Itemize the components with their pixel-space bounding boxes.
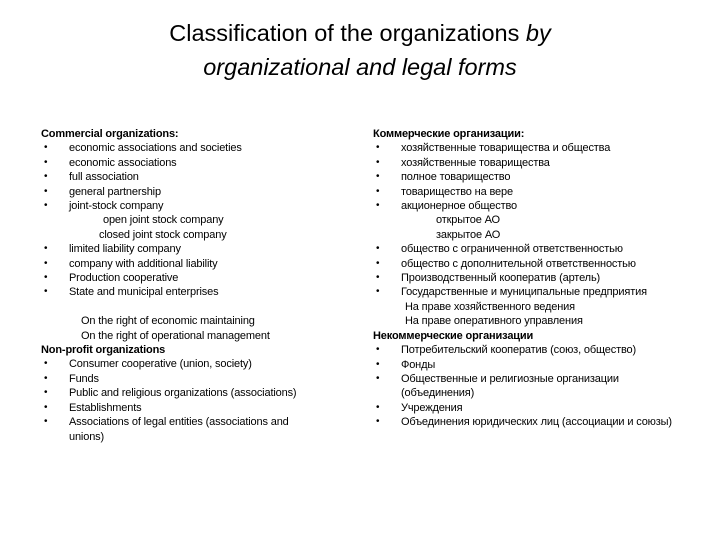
- bullet-icon: •: [44, 142, 48, 154]
- list-item-text: полное товарищество: [401, 171, 511, 184]
- list-item-text: общество с ограниченной ответственностью: [401, 243, 623, 256]
- sub-item-closed-jsc: closed joint stock company: [99, 228, 227, 241]
- bullet-icon: •: [376, 257, 380, 269]
- title-line-1-text: Classification of the organizations: [169, 20, 520, 46]
- list-item: [373, 285, 693, 299]
- bullet-icon: •: [44, 387, 48, 399]
- bullet-icon: •: [44, 156, 48, 168]
- title-line-1-italic: by: [525, 20, 551, 46]
- list-item-text: Производственный кооператив (артель): [401, 272, 601, 285]
- list-item: [41, 156, 331, 170]
- russian-column: [373, 127, 693, 430]
- bullet-icon: •: [376, 171, 380, 183]
- list-item: [41, 357, 331, 371]
- list-item: [373, 271, 693, 285]
- list-item-text: company with additional liability: [69, 257, 218, 270]
- nonprofit-heading-en: Non-profit organizations: [41, 344, 166, 357]
- list-item-text: economic associations and societies: [69, 142, 242, 155]
- title-line-1: [60, 16, 660, 50]
- bullet-icon: •: [376, 372, 380, 384]
- english-column: [41, 127, 331, 444]
- bullet-icon: •: [44, 185, 48, 197]
- list-item: [41, 285, 331, 299]
- list-item-text: Объединения юридических лиц (ассоциации и союзы): [401, 416, 672, 429]
- list-item: [41, 257, 331, 271]
- sub-item-open-ao: открытое АО: [436, 214, 500, 227]
- list-item-text: limited liability company: [69, 243, 181, 256]
- list-item: [373, 372, 671, 401]
- list-item-text: общество с дополнительной ответственностью: [401, 257, 636, 270]
- list-item: [373, 242, 693, 256]
- list-item: [373, 415, 693, 429]
- list-item: [373, 401, 693, 415]
- list-item-text: State and municipal enterprises: [69, 286, 219, 299]
- list-item: [41, 372, 331, 386]
- list-item-text: хозяйственные товарищества и общества: [401, 142, 611, 155]
- list-item-text: хозяйственные товарищества: [401, 156, 550, 169]
- list-item: [41, 170, 331, 184]
- list-item: [373, 343, 693, 357]
- list-item-text: full association: [69, 171, 139, 184]
- list-item: [373, 257, 693, 271]
- list-item: [41, 415, 319, 444]
- list-item-text: Production cooperative: [69, 272, 179, 285]
- note-economic-maintaining: On the right of economic maintaining: [81, 315, 255, 328]
- list-item: [41, 271, 331, 285]
- list-item: [373, 156, 693, 170]
- list-item: [41, 185, 331, 199]
- list-item: [373, 358, 693, 372]
- note-operational-ru: На праве оперативного управления: [405, 315, 583, 328]
- list-item-text: Учреждения: [401, 401, 463, 414]
- bullet-icon: •: [44, 257, 48, 269]
- list-item-text: товарищество на вере: [401, 185, 513, 198]
- list-item: [41, 386, 331, 400]
- list-item-text: Associations of legal entities (associations and unions): [69, 416, 289, 443]
- list-item-text: Фонды: [401, 358, 436, 371]
- list-item-text: Establishments: [69, 401, 142, 414]
- bullet-icon: •: [376, 358, 380, 370]
- bullet-icon: •: [44, 272, 48, 284]
- bullet-icon: •: [44, 200, 48, 212]
- bullet-icon: •: [376, 243, 380, 255]
- list-item: [373, 170, 693, 184]
- list-item-text: joint-stock company: [69, 200, 164, 213]
- commercial-heading-ru: Коммерческие организации:: [373, 128, 525, 140]
- list-item-text: general partnership: [69, 185, 161, 198]
- list-item: [41, 401, 331, 415]
- bullet-icon: •: [376, 344, 380, 356]
- bullet-icon: •: [376, 286, 380, 298]
- list-item-text: economic associations: [69, 156, 177, 169]
- bullet-icon: •: [376, 272, 380, 284]
- spacer: [41, 300, 331, 314]
- list-item: [41, 242, 331, 256]
- commercial-heading-en: Commercial organizations:: [41, 128, 179, 140]
- title-line-2-italic: organizational and legal forms: [203, 54, 517, 80]
- title-line-2: [60, 50, 660, 84]
- nonprofit-heading-ru: Некоммерческие организации: [373, 329, 534, 342]
- bullet-icon: •: [376, 401, 380, 413]
- slide-title: [60, 16, 660, 84]
- bullet-icon: •: [44, 416, 48, 428]
- bullet-icon: •: [44, 358, 48, 370]
- list-item: [41, 141, 331, 155]
- list-item: [373, 185, 693, 199]
- bullet-icon: •: [376, 416, 380, 428]
- bullet-icon: •: [44, 372, 48, 384]
- bullet-icon: •: [376, 142, 380, 154]
- list-item-text: Funds: [69, 372, 99, 385]
- bullet-icon: •: [44, 286, 48, 298]
- bullet-icon: •: [44, 401, 48, 413]
- bullet-icon: •: [376, 200, 380, 212]
- list-item-text: Общественные и религиозные организации (объединения): [401, 372, 619, 400]
- list-item-text: Consumer cooperative (union, society): [69, 358, 252, 371]
- sub-item-closed-ao: закрытое АО: [436, 228, 501, 241]
- list-item: [41, 199, 331, 213]
- bullet-icon: •: [376, 185, 380, 197]
- list-item-text: Государственные и муниципальные предприятия: [401, 286, 647, 299]
- bullet-icon: •: [44, 171, 48, 183]
- list-item-text: Public and religious organizations (associations): [69, 387, 297, 400]
- bullet-icon: •: [376, 156, 380, 168]
- sub-item-open-jsc: open joint stock company: [103, 214, 224, 227]
- list-item-text: Потребительский кооператив (союз, общество): [401, 344, 637, 357]
- note-economic-ru: На праве хозяйственного ведения: [405, 300, 575, 313]
- note-operational-management: On the right of operational management: [81, 329, 270, 342]
- list-item: [373, 141, 693, 155]
- list-item-text: акционерное общество: [401, 200, 518, 213]
- bullet-icon: •: [44, 243, 48, 255]
- list-item: [373, 199, 693, 213]
